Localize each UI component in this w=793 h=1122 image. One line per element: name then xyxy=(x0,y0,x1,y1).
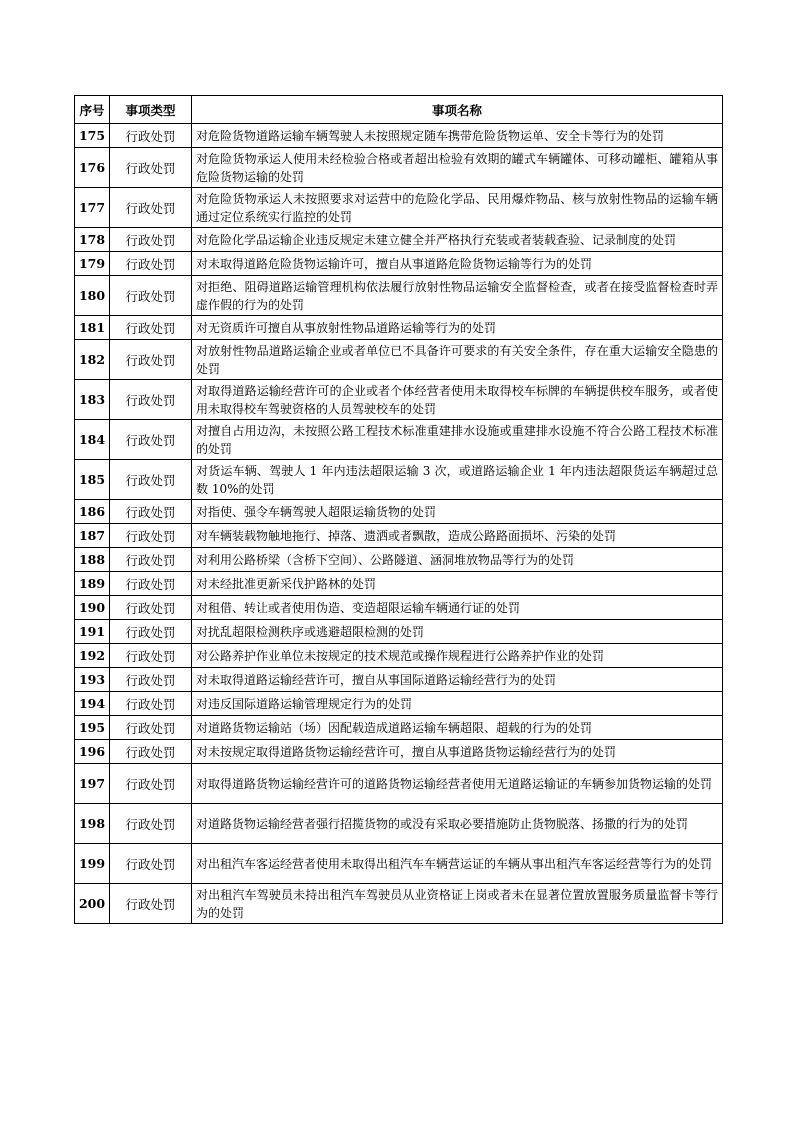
row-number: 183 xyxy=(75,380,110,420)
row-name: 对擅自占用边沟，未按照公路工程技术标准重建排水设施或重建排水设施不符合公路工程技术标准的处罚 xyxy=(192,420,723,460)
row-name: 对违反国际道路运输管理规定行为的处罚 xyxy=(192,692,723,716)
row-name: 对未经批准更新采伐护路林的处罚 xyxy=(192,572,723,596)
row-type: 行政处罚 xyxy=(110,252,192,276)
items-table xyxy=(74,95,723,924)
row-name: 对危险货物承运人使用未经检验合格或者超出检验有效期的罐式车辆罐体、可移动罐柜、罐箱从事危险货物运输的处罚 xyxy=(192,148,723,188)
row-name: 对未按规定取得道路货物运输经营许可，擅自从事道路货物运输经营行为的处罚 xyxy=(192,740,723,764)
row-type: 行政处罚 xyxy=(110,276,192,316)
row-name: 对扰乱超限检测秩序或逃避超限检测的处罚 xyxy=(192,620,723,644)
table-row xyxy=(75,228,723,252)
row-number: 192 xyxy=(75,644,110,668)
table-row xyxy=(75,844,723,884)
row-number: 180 xyxy=(75,276,110,316)
row-number: 190 xyxy=(75,596,110,620)
table-row xyxy=(75,316,723,340)
row-type: 行政处罚 xyxy=(110,804,192,844)
row-name: 对出租汽车客运经营者使用未取得出租汽车车辆营运证的车辆从事出租汽车客运经营等行为的处罚 xyxy=(192,844,723,884)
row-type: 行政处罚 xyxy=(110,668,192,692)
row-name: 对拒绝、阻碍道路运输管理机构依法履行放射性物品运输安全监督检查，或者在接受监督检查时弄虚作假的行为的处罚 xyxy=(192,276,723,316)
row-name: 对利用公路桥梁（含桥下空间）、公路隧道、涵洞堆放物品等行为的处罚 xyxy=(192,548,723,572)
row-name: 对取得道路运输经营许可的企业或者个体经营者使用未取得校车标牌的车辆提供校车服务，或者使用未取得校车驾驶资格的人员驾驶校车的处罚 xyxy=(192,380,723,420)
table-row xyxy=(75,380,723,420)
row-type: 行政处罚 xyxy=(110,228,192,252)
row-name: 对危险化学品运输企业违反规定未建立健全并严格执行充装或者装载查验、记录制度的处罚 xyxy=(192,228,723,252)
table-row xyxy=(75,500,723,524)
row-number: 191 xyxy=(75,620,110,644)
row-number: 194 xyxy=(75,692,110,716)
table-row xyxy=(75,420,723,460)
row-name: 对未取得道路危险货物运输许可，擅自从事道路危险货物运输等行为的处罚 xyxy=(192,252,723,276)
row-type: 行政处罚 xyxy=(110,884,192,924)
row-type: 行政处罚 xyxy=(110,420,192,460)
table-row xyxy=(75,668,723,692)
table-row xyxy=(75,340,723,380)
row-number: 193 xyxy=(75,668,110,692)
row-type: 行政处罚 xyxy=(110,740,192,764)
row-type: 行政处罚 xyxy=(110,316,192,340)
row-type: 行政处罚 xyxy=(110,500,192,524)
table-row xyxy=(75,252,723,276)
row-type: 行政处罚 xyxy=(110,380,192,420)
table-row xyxy=(75,596,723,620)
table-row xyxy=(75,764,723,804)
row-number: 187 xyxy=(75,524,110,548)
table-row xyxy=(75,460,723,500)
table-row xyxy=(75,548,723,572)
row-name: 对无资质许可擅自从事放射性物品道路运输等行为的处罚 xyxy=(192,316,723,340)
row-type: 行政处罚 xyxy=(110,692,192,716)
row-name: 对未取得道路运输经营许可，擅自从事国际道路运输经营行为的处罚 xyxy=(192,668,723,692)
row-type: 行政处罚 xyxy=(110,764,192,804)
row-number: 181 xyxy=(75,316,110,340)
row-number: 199 xyxy=(75,844,110,884)
row-name: 对货运车辆、驾驶人 1 年内违法超限运输 3 次，或道路运输企业 1 年内违法超限货运车辆超过总数 10%的处罚 xyxy=(192,460,723,500)
row-type: 行政处罚 xyxy=(110,548,192,572)
row-number: 177 xyxy=(75,188,110,228)
table-row xyxy=(75,124,723,148)
table-row xyxy=(75,884,723,924)
row-name: 对车辆装载物触地拖行、掉落、遗洒或者飘散，造成公路路面损坏、污染的处罚 xyxy=(192,524,723,548)
row-type: 行政处罚 xyxy=(110,620,192,644)
row-number: 198 xyxy=(75,804,110,844)
table-row xyxy=(75,644,723,668)
row-type: 行政处罚 xyxy=(110,572,192,596)
row-name: 对租借、转让或者使用伪造、变造超限运输车辆通行证的处罚 xyxy=(192,596,723,620)
row-number: 196 xyxy=(75,740,110,764)
row-type: 行政处罚 xyxy=(110,644,192,668)
row-number: 176 xyxy=(75,148,110,188)
row-type: 行政处罚 xyxy=(110,124,192,148)
row-type: 行政处罚 xyxy=(110,188,192,228)
table-row xyxy=(75,692,723,716)
header-num: 序号 xyxy=(75,96,110,124)
row-number: 197 xyxy=(75,764,110,804)
row-name: 对公路养护作业单位未按规定的技术规范或操作规程进行公路养护作业的处罚 xyxy=(192,644,723,668)
row-type: 行政处罚 xyxy=(110,340,192,380)
row-number: 175 xyxy=(75,124,110,148)
row-name: 对道路货物运输经营者强行招揽货物的或没有采取必要措施防止货物脱落、扬撒的行为的处罚 xyxy=(192,804,723,844)
row-number: 178 xyxy=(75,228,110,252)
table-row xyxy=(75,620,723,644)
row-number: 200 xyxy=(75,884,110,924)
table-row xyxy=(75,716,723,740)
row-type: 行政处罚 xyxy=(110,844,192,884)
row-type: 行政处罚 xyxy=(110,596,192,620)
row-number: 188 xyxy=(75,548,110,572)
table-row xyxy=(75,804,723,844)
row-name: 对危险货物道路运输车辆驾驶人未按照规定随车携带危险货物运单、安全卡等行为的处罚 xyxy=(192,124,723,148)
row-type: 行政处罚 xyxy=(110,148,192,188)
table-row xyxy=(75,524,723,548)
row-name: 对道路货物运输站（场）因配载造成道路运输车辆超限、超载的行为的处罚 xyxy=(192,716,723,740)
row-number: 195 xyxy=(75,716,110,740)
row-name: 对放射性物品道路运输企业或者单位已不具备许可要求的有关安全条件，存在重大运输安全隐患的处罚 xyxy=(192,340,723,380)
row-number: 179 xyxy=(75,252,110,276)
row-number: 184 xyxy=(75,420,110,460)
row-number: 186 xyxy=(75,500,110,524)
row-number: 189 xyxy=(75,572,110,596)
header-name: 事项名称 xyxy=(192,96,723,124)
row-number: 185 xyxy=(75,460,110,500)
table-row xyxy=(75,740,723,764)
row-number: 182 xyxy=(75,340,110,380)
row-type: 行政处罚 xyxy=(110,460,192,500)
row-type: 行政处罚 xyxy=(110,524,192,548)
header-row xyxy=(75,96,723,124)
table-row xyxy=(75,572,723,596)
table-row xyxy=(75,148,723,188)
row-type: 行政处罚 xyxy=(110,716,192,740)
row-name: 对危险货物承运人未按照要求对运营中的危险化学品、民用爆炸物品、核与放射性物品的运输车辆通过定位系统实行监控的处罚 xyxy=(192,188,723,228)
row-name: 对指使、强令车辆驾驶人超限运输货物的处罚 xyxy=(192,500,723,524)
row-name: 对出租汽车驾驶员未持出租汽车驾驶员从业资格证上岗或者未在显著位置放置服务质量监督卡等行为的处罚 xyxy=(192,884,723,924)
row-name: 对取得道路货物运输经营许可的道路货物运输经营者使用无道路运输证的车辆参加货物运输的处罚 xyxy=(192,764,723,804)
table-row xyxy=(75,188,723,228)
header-type: 事项类型 xyxy=(110,96,192,124)
table-row xyxy=(75,276,723,316)
